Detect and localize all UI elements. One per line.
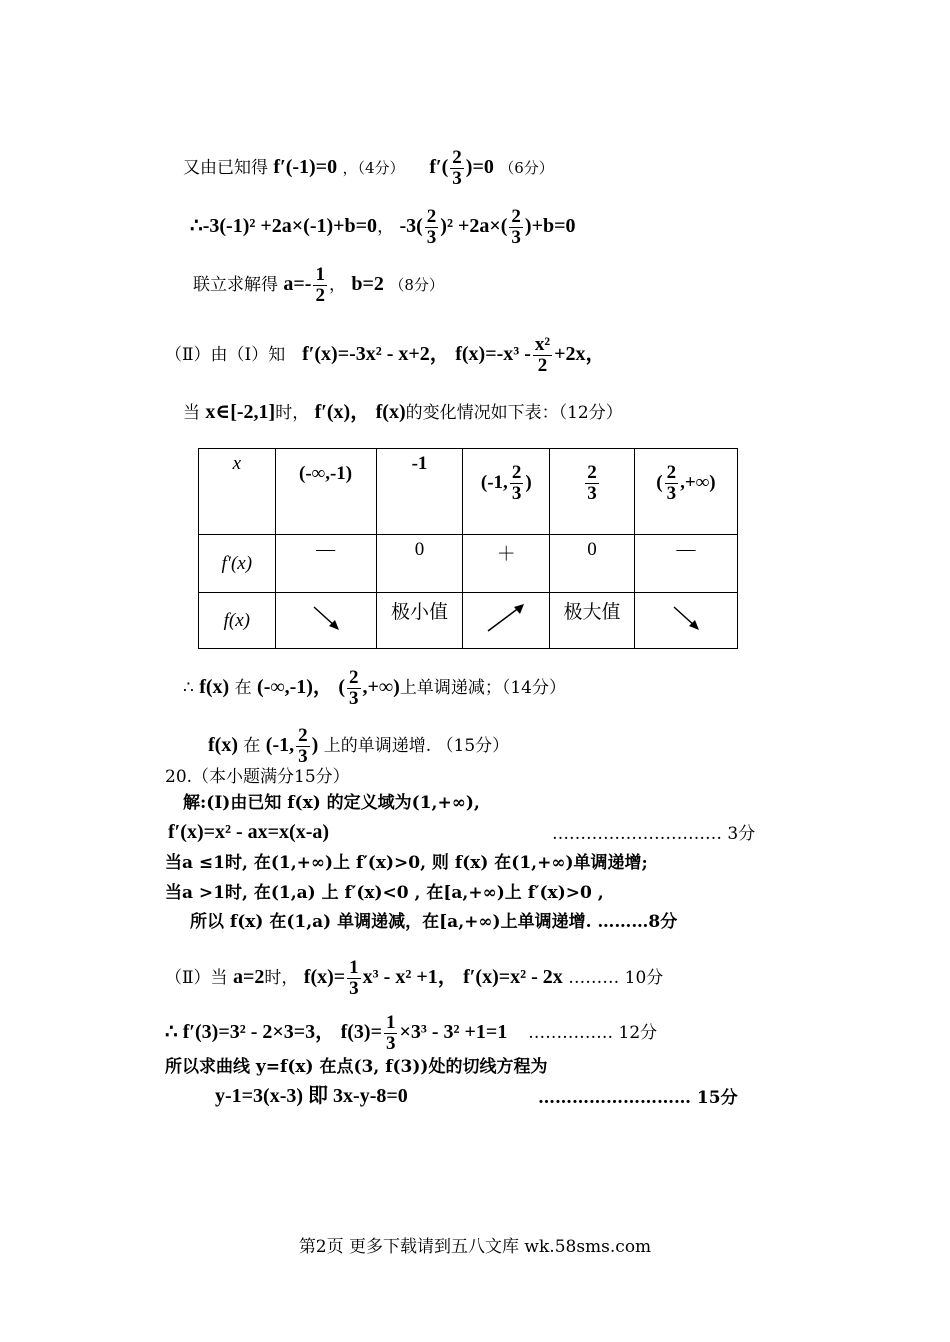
math: ∴ f′(3)=3² - 2×3=3，	[165, 1021, 336, 1043]
math: f(x)=	[303, 966, 346, 988]
header-cell: (-∞,-1)	[275, 449, 376, 535]
table-cell	[275, 593, 376, 649]
fraction: $\frac{1}{3}$	[349, 957, 359, 999]
fraction: $\frac{2}{3}$	[511, 206, 521, 248]
math: -3(	[399, 215, 423, 237]
fraction: $\frac{2}{3}$	[298, 725, 308, 767]
math: +2x，	[554, 343, 606, 365]
table-cell: 0	[550, 535, 635, 593]
math: ×3³ - 3² +1=1	[399, 1021, 508, 1043]
decreasing-arrow-icon	[668, 601, 704, 633]
fraction: $\frac{2}{3}$	[587, 462, 597, 504]
line-2	[190, 207, 575, 248]
row-label: f(x)	[199, 593, 276, 649]
line-12: 当a >1时, 在(1,a) 上 f′(x)<0 , 在[a,+∞)上 f′(x)>0 ,	[165, 883, 604, 903]
math: f′(x)，	[314, 401, 371, 423]
fraction: $\frac{2}{3}$	[452, 147, 462, 189]
math: (-1,	[265, 734, 295, 756]
fraction: $\frac{2}{3}$	[666, 462, 677, 504]
fraction: $\frac{1}{3}$	[385, 1012, 396, 1054]
math: f′(-1)=0	[273, 156, 338, 178]
math: f(x)	[199, 676, 230, 698]
line-3	[193, 265, 444, 306]
math: )² +2a×(	[440, 215, 508, 237]
separator: ，	[377, 217, 395, 237]
text: 当	[183, 403, 200, 423]
table-cell: 极大值	[550, 593, 635, 649]
line-14	[165, 958, 663, 999]
math: f′(x)=x² - 2x	[463, 966, 563, 988]
dots: …………… 12分	[528, 1023, 658, 1043]
math: x³ - x² +1，	[362, 966, 458, 988]
line-5	[183, 401, 623, 424]
separator: ，	[328, 275, 346, 295]
math: ∴-3(-1)² +2a×(-1)+b=0	[190, 215, 378, 237]
note: （6分）	[499, 159, 554, 177]
table-cell: 0	[376, 535, 463, 593]
math: (	[338, 676, 346, 698]
header-cell: x	[199, 449, 276, 535]
header-cell	[550, 449, 635, 535]
math: )+b=0	[524, 215, 576, 237]
math: f(x)	[375, 401, 406, 423]
dots-15: ……………………… 15分	[538, 1088, 738, 1108]
text: ∴	[183, 678, 194, 698]
line-16: 所以求曲线 y=f(x) 在点(3, f(3))处的切线方程为	[165, 1057, 548, 1077]
text: 在	[234, 678, 252, 698]
fraction: $\frac{2}{3}$	[349, 667, 359, 709]
line-1	[183, 148, 554, 189]
math: f′(	[429, 156, 449, 178]
text: 的变化情况如下表：（12分）	[405, 403, 623, 423]
text: 在	[243, 736, 261, 756]
line-4	[165, 335, 606, 376]
line-10	[168, 821, 329, 844]
math: f′(x)=-3x² - x+2，	[302, 343, 450, 365]
table-row	[199, 593, 738, 649]
line-13: 所以 f(x) 在(1,a) 单调递减，在[a,+∞)上单调递增. ………8分	[190, 912, 678, 932]
fraction: $\frac{2}{3}$	[511, 462, 522, 504]
increasing-arrow-icon	[484, 601, 528, 635]
math: y-1=3(x-3) 即 3x-y-8=0	[215, 1085, 408, 1107]
math: a=2	[232, 966, 265, 988]
dots-3: ………………………… 3分	[552, 824, 756, 844]
table-row	[199, 535, 738, 593]
text: 又由已知得	[183, 158, 268, 178]
math: ,+∞)	[362, 676, 400, 698]
text: 上的单调递增. （15分）	[323, 736, 510, 756]
text: 联立求解得	[193, 275, 278, 295]
math: x∈[-2,1]	[205, 401, 276, 423]
decreasing-arrow-icon	[308, 601, 344, 633]
text: 时，	[264, 968, 299, 988]
math: (-∞,-1)，	[257, 676, 333, 698]
math: b=2	[351, 273, 384, 295]
math: f(x)	[208, 734, 238, 756]
fraction: $\frac{2}{3}$	[426, 206, 437, 248]
math: )=0	[465, 156, 494, 178]
line-9: 解:(Ⅰ)由已知 f(x) 的定义域为(1,+∞),	[183, 793, 480, 813]
line-17	[215, 1085, 408, 1108]
text: （Ⅱ）当	[165, 968, 228, 988]
math: f(3)=	[340, 1021, 382, 1043]
table-cell	[463, 593, 550, 649]
row-label: f′(x)	[199, 535, 276, 593]
note: （8分）	[389, 276, 444, 294]
problem-20-heading: 20.（本小题满分15分）	[165, 767, 350, 787]
line-15	[165, 1013, 657, 1054]
math: a=-	[283, 273, 312, 295]
line-7	[208, 726, 509, 767]
math: f(x)=-x³ -	[455, 343, 531, 365]
table-cell	[634, 593, 737, 649]
table-cell: 极小值	[376, 593, 463, 649]
line-11: 当a ≤1时, 在(1,+∞)上 f′(x)>0, 则 f(x) 在(1,+∞)单调递增;	[165, 853, 648, 873]
table-cell: —	[634, 535, 737, 593]
fraction: $\frac{\text{x²}}{2}$	[534, 334, 551, 376]
table-row	[199, 449, 738, 535]
text: 时，	[275, 403, 310, 423]
fraction: $\frac{1}{2}$	[315, 264, 325, 306]
math: )	[311, 734, 319, 756]
header-cell: ( $\frac{2}{3}$ ,+∞)	[634, 449, 737, 535]
text: 上单调递减；（14分）	[399, 678, 566, 698]
dots: ……… 10分	[568, 968, 664, 988]
note: ，（4分）	[342, 159, 405, 177]
variation-table	[198, 448, 738, 649]
math: f′(x)=x² - ax=x(x-a)	[168, 821, 330, 843]
line-6	[183, 668, 566, 709]
table-cell: ＋	[463, 535, 550, 593]
text: （Ⅱ）由（Ⅰ）知	[165, 345, 286, 365]
table-cell: —	[275, 535, 376, 593]
header-cell: -1	[376, 449, 463, 535]
header-cell: (-1, $\frac{2}{3}$ )	[463, 449, 550, 535]
page-footer: 第2页 更多下载请到五八文库 wk.58sms.com	[298, 1237, 652, 1257]
